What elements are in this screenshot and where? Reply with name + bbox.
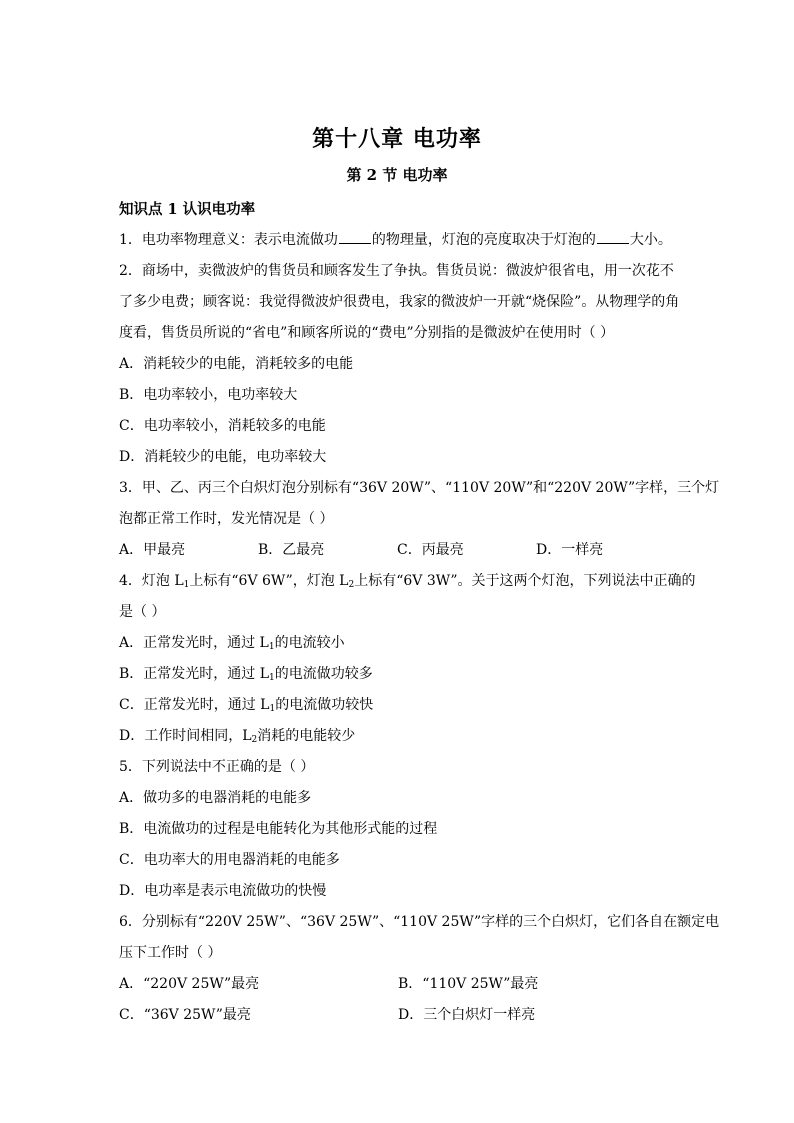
q3-options <box>119 535 679 566</box>
q5-option-d: D．电功率是表示电流做功的快慢 <box>119 883 327 899</box>
q4-b-pre: B．正常发光时，通过 L <box>119 666 270 682</box>
q2-line-2: 了多少电费；顾客说：我觉得微波炉很费电，我家的微波炉一开就“烧保险”。从物理学的角 <box>119 294 680 310</box>
q3-option-c: C．丙最亮 <box>397 542 464 558</box>
q6-option-b: B．“110V 25W”最亮 <box>398 976 539 992</box>
q4-a-pre: A．正常发光时，通过 L <box>119 635 269 651</box>
q2-option-c: C．电功率较小，消耗较多的电能 <box>119 418 326 434</box>
q4-line-2: 是（ ） <box>119 604 166 620</box>
q4-c-sub: 1 <box>269 704 276 714</box>
q6-options-row-1 <box>119 969 679 1000</box>
q1-blank-2 <box>597 230 629 244</box>
q2-line-3: 度看，售货员所说的“省电”和顾客所说的“费电”分别指的是微波炉在使用时（ ） <box>119 325 615 341</box>
q2-line-1: 2．商场中，卖微波炉的售货员和顾客发生了争执。售货员说：微波炉很省电，用一次花不 <box>119 263 674 279</box>
q5-option-a: A．做功多的电器消耗的电能多 <box>119 790 312 806</box>
q4-b-sub: 1 <box>269 673 275 683</box>
q1-text-a: 1．电功率物理意义：表示电流做功 <box>119 232 338 248</box>
q4-option-c <box>119 690 679 721</box>
q4-c-post: 的电流做功较快 <box>275 697 374 713</box>
q4-c-pre: C．正常发光时，通过 L <box>119 697 270 713</box>
q1-text-b: 的物理量，灯泡的亮度取决于灯泡的 <box>371 232 596 248</box>
q4-d-pre: D．工作时间相同，L <box>119 728 252 744</box>
q3-option-d: D．一样亮 <box>536 542 604 558</box>
knowledge-point-heading: 知识点 1 认识电功率 <box>119 201 256 218</box>
q4-line-1 <box>119 566 696 597</box>
q6-line-1: 6．分别标有“220V 25W”、“36V 25W”、“110V 25W”字样的三个白炽灯，它们各自在额定电 <box>119 914 720 930</box>
q3-line-2: 泡都正常工作时，发光情况是（ ） <box>119 511 334 527</box>
q4-sub-2: 2 <box>348 580 355 590</box>
question-1 <box>119 225 679 256</box>
q1-text-c: 大小。 <box>629 232 672 248</box>
q4-d-sub: 2 <box>251 735 258 745</box>
q3-option-b: B．乙最亮 <box>258 542 325 558</box>
q4-a-post: 的电流较小 <box>274 635 345 651</box>
q6-option-a: A．“220V 25W”最亮 <box>119 976 260 992</box>
q4-sub-1: 1 <box>183 580 190 590</box>
q5-line-1: 5．下列说法中不正确的是（ ） <box>119 759 315 775</box>
q4-d-post: 消耗的电能较少 <box>257 728 356 744</box>
q5-option-c: C．电功率大的用电器消耗的电能多 <box>119 852 340 868</box>
q6-option-c: C．“36V 25W”最亮 <box>119 1007 251 1023</box>
q4-option-b <box>119 659 679 690</box>
q1-blank-1 <box>339 230 371 244</box>
q2-option-b: B．电功率较小，电功率较大 <box>119 387 298 403</box>
q3-option-a: A．甲最亮 <box>119 542 186 558</box>
q4-text-b: 上标有“6V 6W”，灯泡 L <box>189 573 349 589</box>
q4-text-c: 上标有“6V 3W”。关于这两个灯泡，下列说法中正确的 <box>354 573 696 589</box>
q4-option-d <box>119 721 679 752</box>
q6-line-2: 压下工作时（ ） <box>119 945 222 961</box>
section-subtitle: 第 2 节 电功率 <box>346 166 448 184</box>
q3-line-1: 3．甲、乙、丙三个白炽灯泡分别标有“36V 20W”、“110V 20W”和“220V 20W”字样，三个灯 <box>119 480 720 496</box>
q4-text-a: 4．灯泡 L <box>119 573 184 589</box>
q2-option-d: D．消耗较少的电能，电功率较大 <box>119 449 327 465</box>
chapter-title: 第十八章 电功率 <box>312 126 482 152</box>
q2-option-a: A．消耗较少的电能，消耗较多的电能 <box>119 356 354 372</box>
q4-a-sub: 1 <box>268 642 275 652</box>
q4-option-a <box>119 628 679 659</box>
q6-options-row-2 <box>119 1000 679 1031</box>
q5-option-b: B．电流做功的过程是电能转化为其他形式能的过程 <box>119 821 438 837</box>
q6-option-d: D．三个白炽灯一样亮 <box>398 1007 536 1023</box>
document-body <box>119 194 720 1031</box>
q4-b-post: 的电流做功较多 <box>274 666 373 682</box>
